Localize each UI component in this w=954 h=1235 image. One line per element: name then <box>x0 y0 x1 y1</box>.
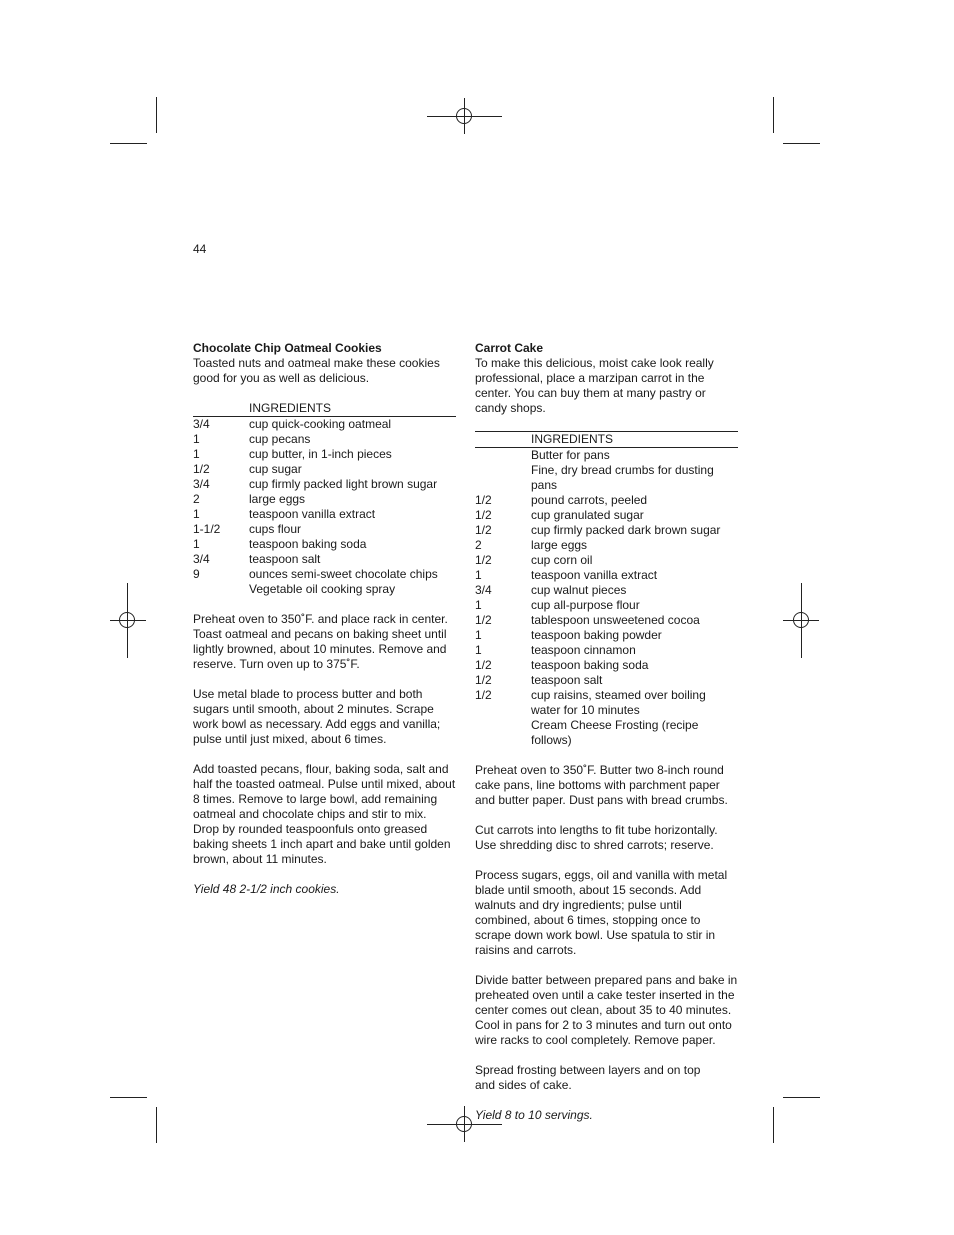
ingredient-row <box>475 448 738 463</box>
ingredient-list <box>475 448 738 748</box>
ingredient-row <box>475 553 738 568</box>
ingredient-description: ounces semi-sweet chocolate chips <box>249 567 438 581</box>
ingredient-quantity: 1/2 <box>475 523 492 537</box>
ingredient-description: pound carrots, peeled <box>531 493 648 507</box>
ingredient-quantity: 1 <box>475 598 482 612</box>
ingredient-description: cup butter, in 1-inch pieces <box>249 447 392 461</box>
ingredient-description: cup raisins, steamed over boiling water for 10 minutes <box>531 688 706 717</box>
recipe-carrot-cake <box>475 341 738 1123</box>
ingredient-description: teaspoon vanilla extract <box>249 507 376 521</box>
ingredient-description: teaspoon baking soda <box>249 537 367 551</box>
ingredient-quantity: 3/4 <box>475 583 492 597</box>
ingredient-description: cup firmly packed dark brown sugar <box>531 523 721 537</box>
ingredient-row <box>193 462 456 477</box>
ingredient-quantity: 1 <box>475 628 482 642</box>
ingredient-description: cup sugar <box>249 462 302 476</box>
recipe-title: Carrot Cake <box>475 341 544 355</box>
ingredient-quantity: 3/4 <box>193 552 210 566</box>
recipe-intro: Toasted nuts and oatmeal make these cookies good for you as well as delicious. <box>193 356 440 385</box>
method-step: Preheat oven to 350˚F. Butter two 8-inch round cake pans, line bottoms with parchment paper and butter paper. Dust pans with bread crumbs. <box>475 763 728 807</box>
ingredient-row <box>193 417 456 432</box>
ingredient-description: teaspoon baking soda <box>531 658 649 672</box>
ingredient-row <box>475 688 738 718</box>
ingredient-quantity: 9 <box>193 567 200 581</box>
method-step: Use metal blade to process butter and both sugars until smooth, about 2 minutes. Scrape work bowl as necessary. Add eggs and vanilla; pulse until just mixed, about 6 times. <box>193 687 441 746</box>
ingredient-row <box>475 463 738 493</box>
ingredient-description: cup pecans <box>249 432 311 446</box>
ingredient-quantity <box>475 718 531 748</box>
ingredient-quantity: 1 <box>475 568 482 582</box>
method <box>193 612 456 867</box>
ingredient-quantity <box>475 448 531 463</box>
ingredient-row <box>475 673 738 688</box>
recipe-yield: Yield 48 2-1/2 inch cookies. <box>193 882 340 896</box>
ingredient-description: large eggs <box>249 492 306 506</box>
ingredient-row <box>475 508 738 523</box>
ingredient-row <box>193 522 456 537</box>
ingredient-quantity: 1-1/2 <box>193 522 221 536</box>
ingredient-quantity: 1/2 <box>475 508 492 522</box>
ingredient-quantity: 2 <box>193 492 200 506</box>
ingredient-list <box>193 417 456 597</box>
ingredient-row <box>193 567 456 582</box>
method-step: Spread frosting between layers and on top and sides of cake. <box>475 1063 701 1092</box>
ingredient-row <box>193 432 456 447</box>
ingredient-quantity: 1/2 <box>475 658 492 672</box>
method-step: Add toasted pecans, flour, baking soda, salt and half the toasted oatmeal. Pulse until mixed, about 8 times. Remove to large bowl, add remaining oatmeal and chocolate chips and stir to mix. Drop by rounded teaspoonfuls onto greased baking sheets 1 inch apart and bake until golden brown, about 11 minutes. <box>193 762 456 866</box>
ingredient-row <box>193 507 456 522</box>
ingredient-description: large eggs <box>531 538 588 552</box>
ingredient-quantity: 1 <box>193 537 200 551</box>
ingredient-description: cup granulated sugar <box>531 508 644 522</box>
ingredient-description: cup firmly packed light brown sugar <box>249 477 438 491</box>
ingredient-quantity: 3/4 <box>193 477 210 491</box>
ingredient-description: Fine, dry bread crumbs for dusting pans <box>531 463 714 492</box>
ingredient-row <box>475 493 738 508</box>
recipe-chocolate-chip-oatmeal-cookies <box>193 341 456 897</box>
ingredient-description: cup corn oil <box>531 553 593 567</box>
ingredient-description: Butter for pans <box>531 448 610 462</box>
ingredient-row <box>193 582 456 597</box>
ingredient-description: cup quick-cooking oatmeal <box>249 417 392 431</box>
method-step: Process sugars, eggs, oil and vanilla with metal blade until smooth, about 15 seconds. Add walnuts and dry ingredients; pulse until combined, about 6 times, stopping once to scrape down work bowl. Use spatula to stir in raisins and carrots. <box>475 868 728 957</box>
ingredient-row <box>475 538 738 553</box>
ingredient-quantity: 1 <box>193 447 200 461</box>
ingredient-description: teaspoon vanilla extract <box>531 568 658 582</box>
method-step: Cut carrots into lengths to fit tube horizontally. Use shredding disc to shred carrots; reserve. <box>475 823 718 852</box>
ingredient-quantity: 1/2 <box>475 688 492 702</box>
page-number: 44 <box>193 242 207 256</box>
ingredient-description: Cream Cheese Frosting (recipe follows) <box>531 718 699 747</box>
ingredient-row <box>475 568 738 583</box>
ingredient-row <box>475 643 738 658</box>
ingredient-quantity <box>475 463 531 493</box>
recipe-intro: To make this delicious, moist cake look really professional, place a marzipan carrot in the center. You can buy them at many pastry or candy shops. <box>475 356 714 415</box>
ingredient-quantity: 1/2 <box>475 673 492 687</box>
ingredient-description: teaspoon baking powder <box>531 628 662 642</box>
ingredient-row <box>193 447 456 462</box>
method <box>475 763 738 1093</box>
ingredient-row <box>193 492 456 507</box>
ingredient-quantity: 1 <box>193 507 200 521</box>
method-step: Divide batter between prepared pans and bake in preheated oven until a cake tester inserted in the center comes out clean, about 35 to 40 minutes. Cool in pans for 2 to 3 minutes and turn out onto wire racks to cool completely. Remove paper. <box>475 973 738 1047</box>
ingredient-description: cup walnut pieces <box>531 583 627 597</box>
ingredient-description: cup all-purpose flour <box>531 598 640 612</box>
ingredients-header <box>193 401 456 417</box>
ingredient-row <box>475 628 738 643</box>
ingredient-quantity: 1/2 <box>475 613 492 627</box>
method-step: Preheat oven to 350˚F. and place rack in center. Toast oatmeal and pecans on baking sheet until lightly browned, about 10 minutes. Remove and reserve. Turn oven up to 375˚F. <box>193 612 448 671</box>
ingredients-label: INGREDIENTS <box>249 401 332 415</box>
ingredient-row <box>475 583 738 598</box>
ingredients-header <box>475 431 738 448</box>
ingredient-row <box>475 658 738 673</box>
ingredient-description: teaspoon salt <box>531 673 603 687</box>
recipe-title: Chocolate Chip Oatmeal Cookies <box>193 341 382 355</box>
ingredient-row <box>193 537 456 552</box>
ingredient-row <box>193 477 456 492</box>
ingredient-quantity: 1 <box>193 432 200 446</box>
ingredient-description: teaspoon cinnamon <box>531 643 636 657</box>
ingredient-quantity: 2 <box>475 538 482 552</box>
ingredients-label: INGREDIENTS <box>531 432 614 446</box>
ingredient-quantity: 1/2 <box>193 462 210 476</box>
ingredient-description: Vegetable oil cooking spray <box>249 582 396 596</box>
ingredient-row <box>475 613 738 628</box>
ingredient-description: teaspoon salt <box>249 552 321 566</box>
ingredient-quantity: 3/4 <box>193 417 210 431</box>
ingredient-quantity: 1/2 <box>475 553 492 567</box>
ingredient-row <box>475 718 738 748</box>
ingredient-row <box>193 552 456 567</box>
ingredient-quantity: 1 <box>475 643 482 657</box>
ingredient-description: tablespoon unsweetened cocoa <box>531 613 700 627</box>
recipe-yield: Yield 8 to 10 servings. <box>475 1108 593 1122</box>
ingredient-row <box>475 598 738 613</box>
ingredient-quantity: 1/2 <box>475 493 492 507</box>
ingredient-quantity <box>193 582 249 597</box>
ingredient-description: cups flour <box>249 522 302 536</box>
ingredient-row <box>475 523 738 538</box>
